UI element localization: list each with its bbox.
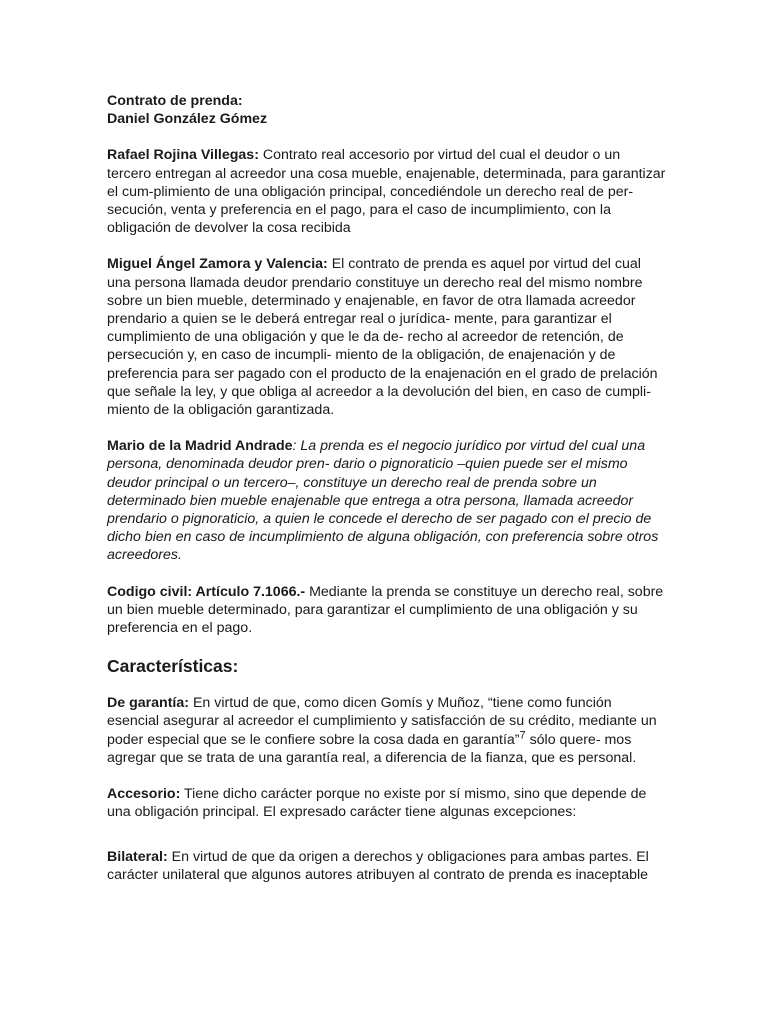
characteristic-paragraph-bilateral xyxy=(107,848,667,884)
document-header xyxy=(107,92,667,128)
author-name: Rafael Rojina Villegas: xyxy=(107,147,259,164)
definition-paragraph-rojina xyxy=(107,146,667,237)
characteristic-text: En virtud de que da origen a derechos y obligaciones para ambas partes. El carácter unilateral que algunos autores atribuyen al contrato de prenda es inaceptable xyxy=(107,848,649,883)
definition-text: Contrato real accesorio por virtud del cual el deudor o un tercero entregan al acreedor una cosa mueble, enajenable, determinada, para garantizar el cum-plimiento de una obligación principal, concediéndole un derecho real de per-secución, venta y preferencia en el pago, para el caso de incumplimiento, con la obligación de devolver la cosa recibida xyxy=(107,147,666,237)
author-name: Mario de la Madrid Andrade xyxy=(107,438,293,455)
characteristic-text: Tiene dicho carácter porque no existe por sí mismo, sino que depende de una obligación principal. El expresado carácter tiene algunas excepciones: xyxy=(107,786,647,821)
characteristic-text: En virtud de que, como dicen Gomís y Muñoz, “tiene como función esencial asegurar al acreedor el cumplimiento y satisfacción de su crédito, mediante un poder especial que se le confiere sobre la cosa dada en garantía” xyxy=(107,695,657,748)
definition-text: : La prenda es el negocio jurídico por virtud del cual una persona, denominada deudor pren- dario o pignoraticio –quien puede ser el mismo deudor principal o un tercero–, constituye un derecho real de prenda sobre un determinado bien mueble enajenable que entrega a otra persona, llamada acreedor prendario o pignoraticio, a quien le concede el derecho de ser pagado con el precio de dicho bien en caso de incumplimiento de alguna obligación, con preferencia sobre otros acreedores. xyxy=(107,438,659,564)
characteristic-name: Accesorio: xyxy=(107,786,181,803)
article-reference: Codigo civil: Artículo 7.1066.- xyxy=(107,583,306,600)
characteristic-paragraph-accesorio xyxy=(107,785,667,821)
characteristic-name: Bilateral: xyxy=(107,848,168,865)
document-author: Daniel González Gómez xyxy=(107,111,268,128)
characteristic-paragraph-garantia xyxy=(107,694,667,767)
characteristic-name: De garantía: xyxy=(107,695,189,712)
definition-paragraph-zamora xyxy=(107,255,667,419)
author-name: Miguel Ángel Zamora y Valencia: xyxy=(107,256,328,273)
document-title: Contrato de prenda: xyxy=(107,93,243,109)
section-heading-caracteristicas: Características: xyxy=(107,656,239,677)
footnote-marker: 7 xyxy=(519,728,526,741)
definition-text: Mediante la prenda se constituye un derecho real, sobre un bien mueble determinado, para garantizar el cumplimiento de una obligación y su preferencia en el pago. xyxy=(107,583,664,637)
document-page xyxy=(107,92,667,902)
characteristic-text-continued: sólo quere- mos agregar que se trata de una garantía real, a diferencia de la fianza, que es personal. xyxy=(107,731,637,766)
definition-paragraph-codigo-civil xyxy=(107,583,667,638)
definition-paragraph-madrid xyxy=(107,437,667,564)
definition-text: El contrato de prenda es aquel por virtud del cual una persona llamada deudor prendario constituye un derecho real del mismo nombre sobre un bien mueble, determinado y enajenable, en favor de otra llamada acreedor prendario a quien se le deberá entregar real o jurídica- mente, para garantizar el cumplimiento de una obligación y que le da de- recho al acreedor de retención, de persecución y, en caso de incumpli- miento de la obligación, de enajenación y de preferencia para ser pagado con el producto de la enajenación en el grado de prelación que señale la ley, y que obliga al acreedor a la devolución del bien, en caso de cumpli- miento de la obligación garantizada. xyxy=(107,256,658,419)
